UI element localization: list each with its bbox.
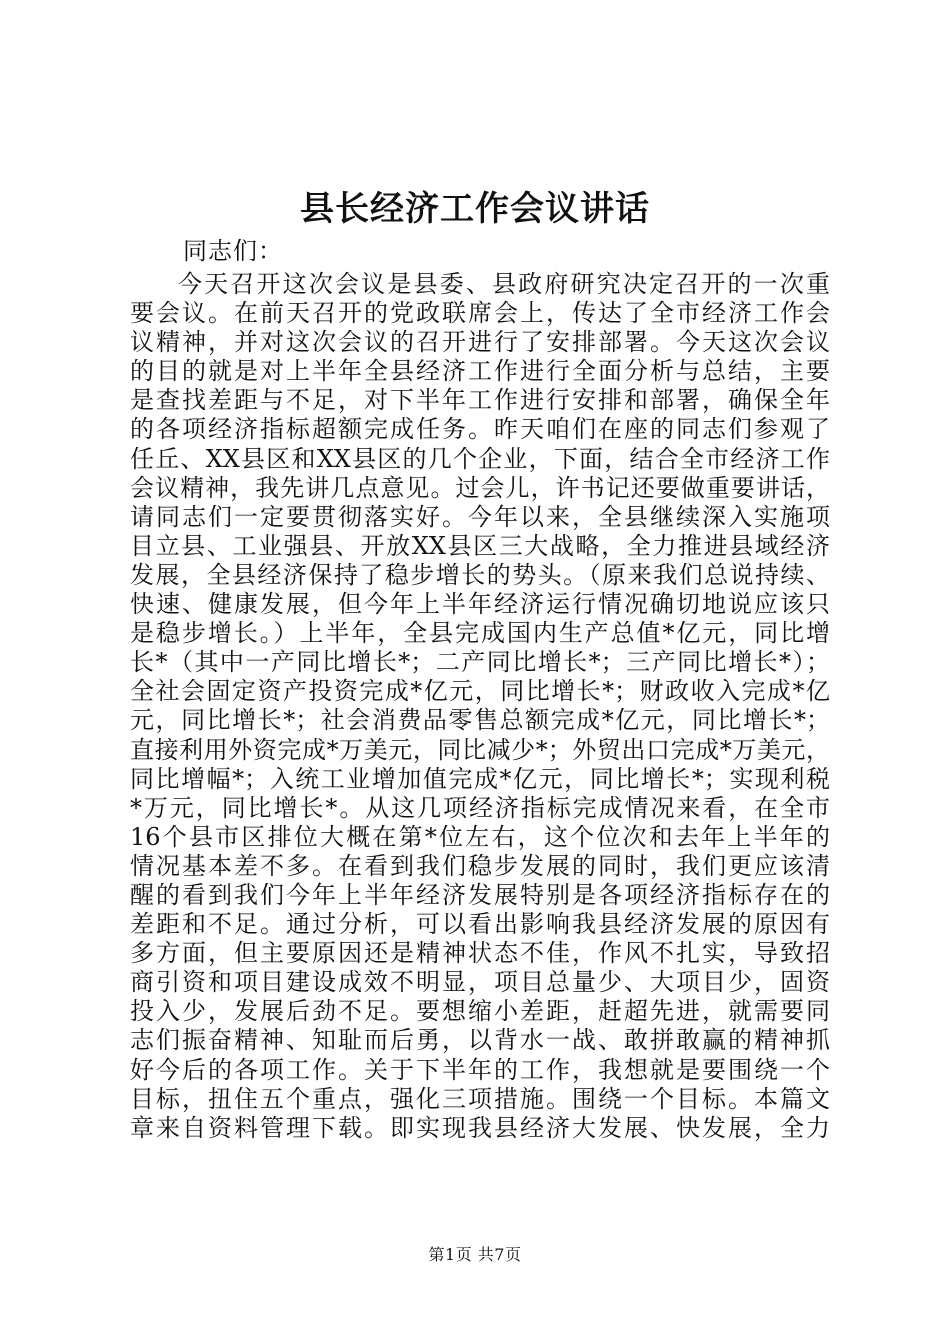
body-text: [130, 270, 830, 1143]
body-line: 快速、健康发展，但今年上半年经济运行情况确切地说应该只: [130, 590, 830, 619]
body-line: 同比增幅*；入统工业增加值完成*亿元，同比增长*；实现利税: [130, 764, 830, 793]
body-line: 章来自资料管理下载。即实现我县经济大发展、快发展，全力: [130, 1113, 830, 1142]
body-line: 议精神，并对这次会议的召开进行了安排部署。今天这次会议: [130, 328, 830, 357]
body-line: *万元，同比增长*。从这几项经济指标完成情况来看，在全市: [130, 793, 830, 822]
body-line: 元，同比增长*；社会消费品零售总额完成*亿元，同比增长*；: [130, 706, 830, 735]
body-line: 情况基本差不多。在看到我们稳步发展的同时，我们更应该清: [130, 851, 830, 880]
body-line: 商引资和项目建设成效不明显，项目总量少、大项目少，固资: [130, 968, 830, 997]
body-line: 好今后的各项工作。关于下半年的工作，我想就是要围绕一个: [130, 1055, 830, 1084]
body-line: 差距和不足。通过分析，可以看出影响我县经济发展的原因有: [130, 910, 830, 939]
body-line: 的各项经济指标超额完成任务。昨天咱们在座的同志们参观了: [130, 415, 830, 444]
body-line: 请同志们一定要贯彻落实好。今年以来，全县继续深入实施项: [130, 502, 830, 531]
body-line: 长*（其中一产同比增长*；二产同比增长*；三产同比增长*）；: [130, 648, 830, 677]
body-line: 全社会固定资产投资完成*亿元，同比增长*；财政收入完成*亿: [130, 677, 830, 706]
body-line: 志们振奋精神、知耻而后勇，以背水一战、敢拼敢赢的精神抓: [130, 1026, 830, 1055]
body-line: 目立县、工业强县、开放XX县区三大战略，全力推进县域经济: [130, 531, 830, 560]
body-line: 是查找差距与不足，对下半年工作进行安排和部署，确保全年: [130, 386, 830, 415]
body-line: 目标，扭住五个重点，强化三项措施。围绕一个目标。本篇文: [130, 1084, 830, 1113]
body-line: 多方面，但主要原因还是精神状态不佳，作风不扎实，导致招: [130, 939, 830, 968]
page-number-footer: 第1页 共7页: [428, 1245, 522, 1264]
body-line: 投入少，发展后劲不足。要想缩小差距，赶超先进，就需要同: [130, 997, 830, 1026]
document-title: 县长经济工作会议讲话: [300, 189, 650, 229]
body-line: 直接利用外资完成*万美元，同比减少*；外贸出口完成*万美元，: [130, 735, 830, 764]
body-line: 要会议。在前天召开的党政联席会上，传达了全市经济工作会: [130, 299, 830, 328]
body-line: 今天召开这次会议是县委、县政府研究决定召开的一次重: [178, 270, 830, 298]
body-line: 是稳步增长。）上半年，全县完成国内生产总值*亿元，同比增: [130, 619, 830, 648]
body-line: 发展，全县经济保持了稳步增长的势头。（原来我们总说持续、: [130, 560, 830, 589]
body-line: 的目的就是对上半年全县经济工作进行全面分析与总结，主要: [130, 357, 830, 386]
body-line: 会议精神，我先讲几点意见。过会儿，许书记还要做重要讲话，: [130, 473, 830, 502]
greeting-line: 同志们：: [183, 237, 283, 265]
body-line: 醒的看到我们今年上半年经济发展特别是各项经济指标存在的: [130, 880, 830, 909]
body-line: 任丘、XX县区和XX县区的几个企业，下面，结合全市经济工作: [130, 444, 830, 473]
body-line: 16个县市区排位大概在第*位左右，这个位次和去年上半年的: [130, 822, 830, 851]
